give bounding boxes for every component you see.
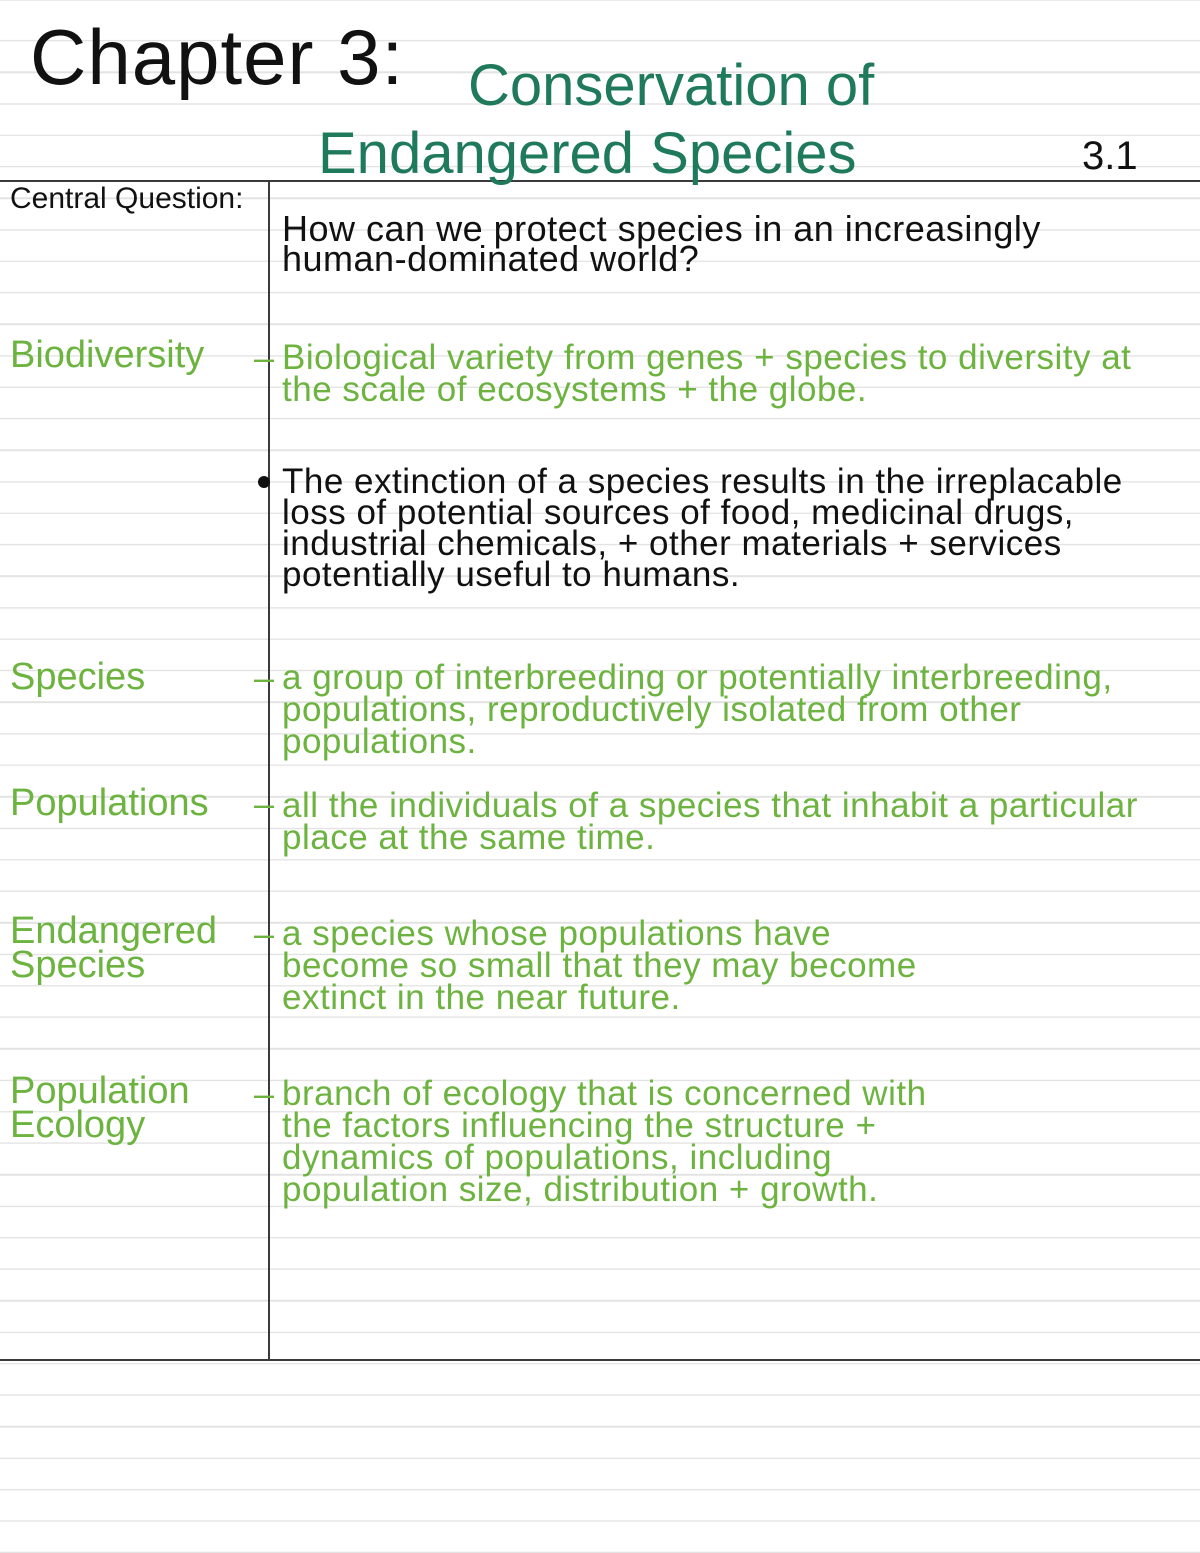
central-question-text: How can we protect species in an increasingly human-dominated world? (282, 208, 1041, 279)
definition-populations: all the individuals of a species that inhabit a particular place at the same time. (282, 786, 1138, 857)
chapter-title: Chapter 3: (30, 13, 405, 101)
term-dash: – (254, 1073, 275, 1114)
term-dash: – (254, 657, 275, 698)
chapter-topic (318, 52, 1028, 188)
section-number: 3.1 (1082, 134, 1138, 178)
term-biodiversity: Biodiversity (10, 334, 205, 376)
term-dash: – (254, 783, 275, 824)
chapter-topic-line2: Endangered Species (318, 121, 857, 186)
chapter-topic-line1: Conservation of (468, 53, 875, 118)
term-dash: – (254, 337, 275, 378)
definition-endangered-species: a species whose populations have become so small that they may become extinct in the near future. (282, 914, 917, 1017)
term-populations: Populations (10, 782, 209, 824)
note-extinction: The extinction of a species results in the irreplacable loss of potential sources of food, medicinal drugs, industrial chemicals, + other materials + services potentially useful to humans. (282, 462, 1123, 594)
bullet-point (258, 476, 270, 488)
definition-species: a group of interbreeding or potentially interbreeding, populations, reproductively isolated from other populations. (282, 658, 1113, 761)
term-population-ecology: Population Ecology (10, 1070, 190, 1146)
term-endangered-species: Endangered Species (10, 910, 218, 986)
term-dash: – (254, 913, 275, 954)
definition-population-ecology: branch of ecology that is concerned with the factors influencing the structure + dynamics of populations, including population size, distribution + growth. (282, 1074, 927, 1209)
term-species: Species (10, 656, 146, 698)
bottom-divider-line (0, 1359, 1200, 1361)
definition-biodiversity: Biological variety from genes + species to diversity at the scale of ecosystems + the globe. (282, 338, 1132, 409)
central-question-label: Central Question: (10, 182, 244, 215)
